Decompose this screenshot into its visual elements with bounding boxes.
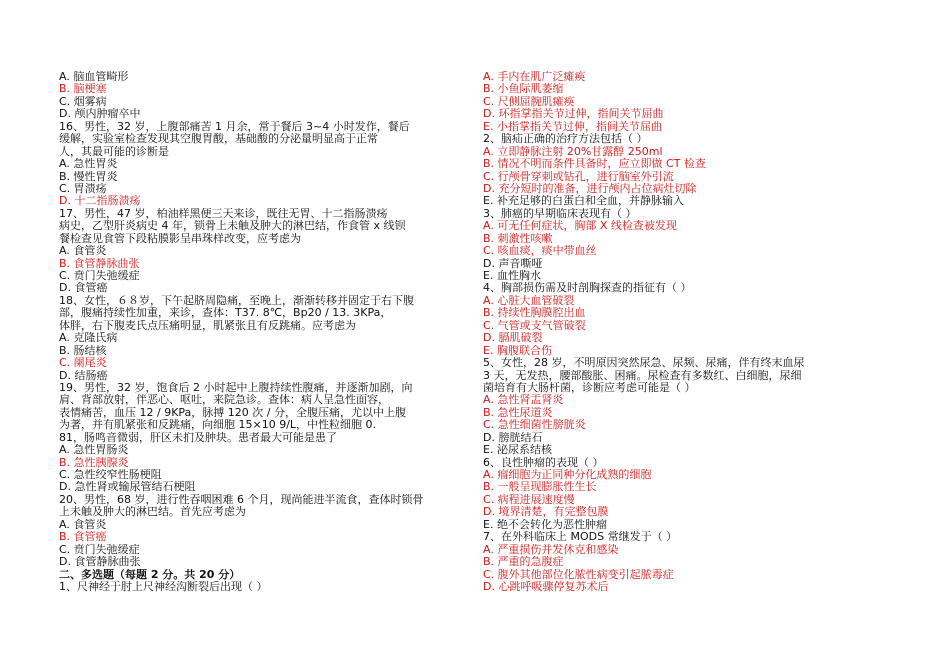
text-line: 2、脑疝正确的治疗方法包括（ ） [483,133,648,146]
answer-line: C. 病程进展速度慢 [483,493,575,506]
answer-line: C. 气管或支气管破裂 [483,319,586,332]
text-line: 16、男性，32 岁，上腹部痛苦 1 月余，常于餐后 3~4 小时发作，餐后 [59,120,410,133]
text-line: 1、尺神经于肘上尺神经沟断裂后出现（ ） [59,580,268,593]
text-line: C. 胃溃疡 [59,182,107,195]
text-line: D. 急性肾或输尿管结石梗阻 [59,481,196,494]
answer-line: D. 十二指肠溃疡 [59,195,141,208]
answer-line: C. 腹外其他部位化脓性病变引起脓毒症 [483,568,674,581]
answer-line: B. 严重的急腹症 [483,556,564,569]
text-line: D. 颅内肿瘤卒中 [59,108,141,121]
answer-line: C. 尺侧屈腕肌瘫痪 [483,95,575,108]
answer-line: A. 立即静脉注射 20%甘露醇 250ml [483,145,663,158]
text-line: 3 天，无发热，腰部酸胀、困痛。尿检查有多数红、白细胞，尿细 [483,369,802,382]
text-line: E. 补充足够的白蛋白和全血，并静脉输入 [483,195,684,208]
answer-line: A. 急性肾盂肾炎 [483,394,564,407]
left-column [59,71,439,593]
text-line: 病史，乙型肝炎病史 4 年，锁骨上未触及肿大的淋巴结，作食管 x 线钡 [59,220,406,233]
text-line: D. 结肠癌 [59,369,108,382]
text-line: 17、男性，47 岁，柏油样黑便三天来诊，既往无胃、十二指肠溃疡 [59,207,388,220]
answer-line: B. 脑梗塞 [59,83,107,96]
answer-line: B. 情况不明而条件具备时，应立即做 CT 检查 [483,158,706,171]
answer-line: B. 刺激性咳嗽 [483,232,553,245]
answer-line: D. 膈肌破裂 [483,332,543,345]
answer-line: B. 食管静脉曲张 [59,257,140,270]
text-line: 20、男性，68 岁，进行性吞咽困难 6 个月，现尚能进半流食，查体时锁骨 [59,493,424,506]
text-line: 餐检查见食管下段粘膜影呈串珠样改变，应考虑为 [59,232,301,245]
text-line: 肩、背部放射，伴恶心、呕吐，来院急诊。查体：病人呈急性面容， [59,394,389,407]
text-line: A. 克隆氏病 [59,332,118,345]
text-line: 5、女性，28 岁，不明原因突然尿急、尿频、尿痛，伴有终末血尿 [483,357,805,370]
answer-line: B. 急性尿道炎 [483,406,553,419]
text-line: A. 脑血管畸形 [59,71,129,83]
text-line: D. 声音嘶哑 [483,257,543,270]
answer-line: E. 小指掌指关节过伸，指间关节屈曲 [483,120,662,133]
text-line: C. 贲门失弛缓症 [59,270,140,282]
text-line: 4、胸部损伤需及时剖胸探查的指征有（ ） [483,282,692,295]
text-line: B. 肠结核 [59,344,107,357]
text-line: A. 食管炎 [59,518,107,531]
text-line: 为著，并有肌紧张和反跳痛，向细胞 15×10 9/L，中性粒细胞 0. [59,419,377,432]
text-line: A. 食管炎 [59,245,107,258]
answer-line: E. 胸腹联合伤 [483,344,552,357]
text-line: 7、在外科临床上 MODS 常继发于（ ） [483,531,678,544]
answer-line: A. 瘤细胞为正同种分化成熟的细胞 [483,469,652,481]
text-line: A. 急性胃炎 [59,158,118,171]
text-line: A. 急性胃肠炎 [59,444,129,457]
text-line: E. 绝不会转化为恶性肿瘤 [483,518,607,531]
text-line: D. 膀胱结石 [483,431,543,444]
text-line: 19、男性，32 岁，饱食后 2 小时起中上腹持续性腹痛，并逐渐加剧，向 [59,381,413,394]
text-line: 菌培育有大肠杆菌，诊断应考虑可能是（ ） [483,381,696,394]
answer-line: A. 可无任何症状，胸部 X 线检查被发现 [483,220,677,233]
answer-line: B. 急性胰腺炎 [59,456,129,469]
text-line: 81，肠鸣音微弱，肝区未扪及肿块。患者最大可能是患了 [59,431,337,444]
text-line: 人，其最可能的诊断是 [59,145,169,158]
text-line: C. 烟雾病 [59,95,107,108]
text-line: 3、肺癌的早期临床表现有（ ） [483,207,637,220]
text-line: E. 血性胸水 [483,270,541,282]
answer-line: D. 境界清楚，有完整包膜 [483,506,609,519]
text-line: 缓解，实验室检查发现其空腹胃酸，基础酸的分泌量明显高于正常 [59,133,378,146]
right-column [483,71,843,593]
answer-line: A. 严重损伤并发休克和感染 [483,543,619,556]
answer-line: B. 小鱼际肌萎缩 [483,83,564,96]
answer-line: D. 充分短时的准备，进行颅内占位病灶切除 [483,182,697,195]
text-line: 部，腹痛持续性加重，来诊，查体：T37. 8℃，Bp20 / 13. 3KPa， [59,307,392,320]
answer-line: C. 阑尾炎 [59,357,107,370]
answer-line: C. 咳血痰，痰中带血丝 [483,245,597,258]
text-line: 6、良性肿瘤的表现（ ） [483,456,604,469]
text-line: 上未触及肿大的淋巴结。首先应考虑为 [59,506,246,519]
text-line: D. 食管静脉曲张 [59,556,141,569]
text-line: C. 贲门失弛缓症 [59,543,140,556]
text-line: D. 食管癌 [59,282,108,295]
text-line: C. 急性绞窄性肠梗阻 [59,469,162,481]
answer-line: A. 心脏大血管破裂 [483,294,575,307]
text-line: 体胖，右下腹麦氏点压痛明显，肌紧张且有反跳痛。应考虑为 [59,319,356,332]
text-line: E. 泌尿系结核 [483,444,552,457]
text-line: 表情痛苦，血压 12 / 9KPa，脉搏 120 次 / 分，全腹压痛，尤以中上腹 [59,406,406,419]
text-line: 18、女性，６８岁，下午起脐周隐痛，至晚上，渐渐转移并固定于右下腹 [59,294,414,307]
answer-line: D. 心跳呼吸骤停复苏术后 [483,580,609,593]
answer-line: B. 持续性胸膜腔出血 [483,307,586,320]
answer-line: B. 食管癌 [59,531,107,544]
answer-line: A. 手内在肌广泛瘫痪 [483,71,586,83]
answer-line: B. 一般呈现膨胀性生长 [483,481,597,494]
text-line: B. 慢性胃炎 [59,170,118,183]
text-line: 二、多选题（每题 2 分。共 20 分） [59,568,241,581]
answer-line: D. 环指掌指关节过伸，指间关节屈曲 [483,108,664,121]
answer-line: C. 行颅骨穿刺或钻孔，进行脑室外引流 [483,170,674,183]
answer-line: C. 急性细菌性膀胱炎 [483,419,586,432]
